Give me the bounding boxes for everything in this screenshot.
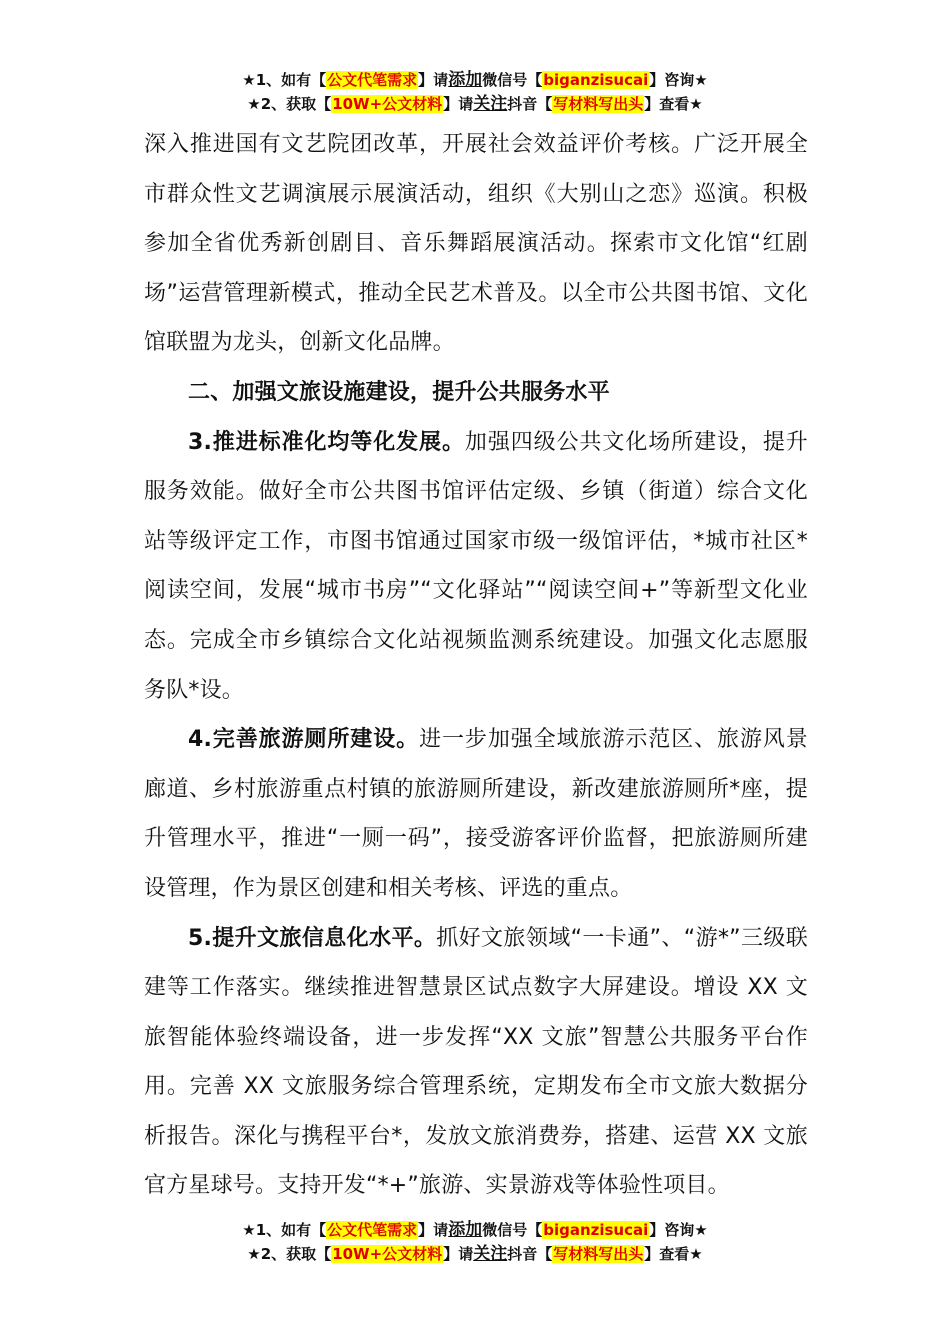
banner-underlined: 添加 (448, 70, 483, 90)
banner-text: ★1、如有【 (242, 1221, 327, 1239)
banner-underlined: 添加 (448, 1220, 483, 1240)
banner-text: ★1、如有【 (242, 71, 327, 89)
banner-text: 微信号【 (482, 71, 543, 89)
banner-text: 】请 (418, 1221, 449, 1239)
footer-banner-line-2 (0, 1242, 950, 1266)
highlight-wechat-id: biganzisucai (543, 71, 649, 89)
banner-text: 】请 (443, 1245, 474, 1263)
footer-banner (0, 1218, 950, 1266)
paragraph-3-lead: 3.推进标准化均等化发展。 (188, 429, 465, 455)
highlight-service: 公文代笔需求 (327, 71, 418, 89)
banner-underlined: 关注 (473, 1244, 508, 1264)
banner-text: 微信号【 (482, 1221, 543, 1239)
paragraph-3-text: 加强四级公共文化场所建设，提升服务效能。做好全市公共图书馆评估定级、乡镇（街道）综合文化站等级评定工作，市图书馆通过国家市级一级馆评估，*城市社区*阅读空间，发展“城市书房”“文化驿站”“阅读空间+”等新型文化业态。完成全市乡镇综合文化站视频监测系统建设。加强文化志愿服务队*设。 (144, 429, 808, 703)
banner-line-2 (0, 92, 950, 116)
banner-text: 抖音【 (507, 95, 553, 113)
paragraph-5 (144, 914, 808, 1212)
highlight-materials: 10W+公文材料 (332, 95, 443, 113)
banner-line-1 (0, 68, 950, 92)
banner-text: 抖音【 (507, 1245, 553, 1263)
highlight-service: 公文代笔需求 (327, 1221, 418, 1239)
banner-text: 】查看★ (644, 1245, 703, 1263)
paragraph-continued: 深入推进国有文艺院团改革，开展社会效益评价考核。广泛开展全市群众性文艺调演展示展演活动，组织《大别山之恋》巡演。积极参加全省优秀新创剧目、音乐舞蹈展演活动。探索市文化馆“红剧场”运营管理新模式，推动全民艺术普及。以全市公共图书馆、文化馆联盟为龙头，创新文化品牌。 (144, 132, 808, 356)
footer-banner-line-1 (0, 1218, 950, 1242)
paragraph-4-lead: 4.完善旅游厕所建设。 (188, 727, 420, 753)
banner-text: ★2、获取【 (247, 1245, 332, 1263)
banner-underlined: 关注 (473, 94, 508, 114)
paragraph-5-text: 抓好文旅领域“一卡通”、“游*”三级联建等工作落实。继续推进智慧景区试点数字大屏建设。增设 XX 文旅智能体验终端设备，进一步发挥“XX 文旅”智慧公共服务平台作用。完善 XX 文旅服务综合管理系统，定期发布全市文旅大数据分析报告。深化与携程平台*，发放文旅消费券，搭建、运营 XX 文旅官方星球号。支持开发“*+”旅游、实景游戏等体验性项目。 (144, 925, 808, 1199)
paragraph-4-text: 进一步加强全域旅游示范区、旅游风景廊道、乡村旅游重点村镇的旅游厕所建设，新改建旅游厕所*座，提升管理水平，推进“一厕一码”，接受游客评价监督，把旅游厕所建设管理，作为景区创建和相关考核、评选的重点。 (144, 727, 808, 901)
highlight-materials: 10W+公文材料 (332, 1245, 443, 1263)
document-body (144, 120, 808, 1211)
header-banner (0, 68, 950, 116)
banner-text: ★2、获取【 (247, 95, 332, 113)
paragraph-4 (144, 715, 808, 913)
banner-text: 】查看★ (644, 95, 703, 113)
highlight-wechat-id: biganzisucai (543, 1221, 649, 1239)
section-heading: 二、加强文旅设施建设，提升公共服务水平 (188, 379, 610, 405)
banner-text: 】请 (418, 71, 449, 89)
highlight-douyin: 写材料写出头 (553, 1245, 644, 1263)
highlight-douyin: 写材料写出头 (553, 95, 644, 113)
banner-text: 】咨询★ (649, 1221, 708, 1239)
banner-text: 】咨询★ (649, 71, 708, 89)
banner-text: 】请 (443, 95, 474, 113)
paragraph-3 (144, 418, 808, 716)
paragraph-5-lead: 5.提升文旅信息化水平。 (188, 925, 437, 951)
